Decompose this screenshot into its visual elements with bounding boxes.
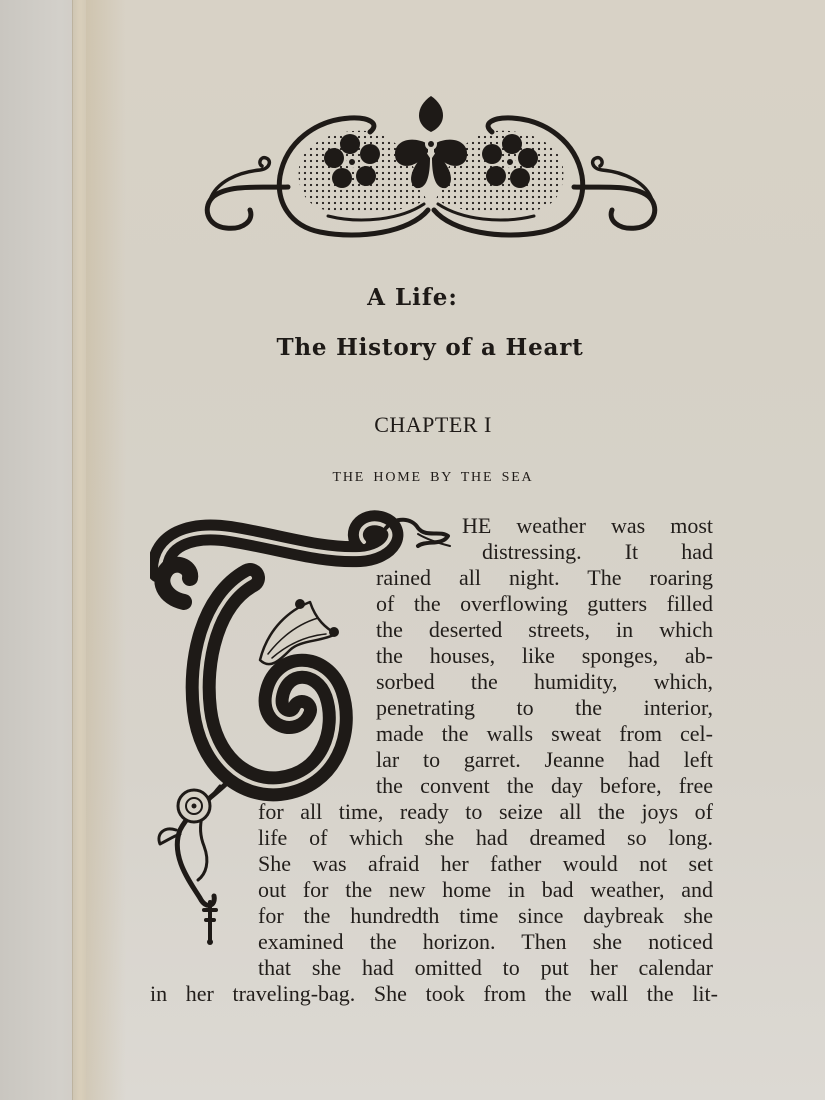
book-title-line-1: A Life: [367,284,458,311]
body-line-14: She was afraid her father would not set [258,851,713,876]
body-line-11: the convent the day before, free [376,773,713,798]
body-line-8: penetrating to the interior, [376,695,713,720]
body-line-15: out for the new home in bad weather, and [258,877,713,902]
book-title-line-2: The History of a Heart [276,334,584,361]
body-line-17: examined the horizon. Then she noticed [258,929,713,954]
body-line-12: for all time, ready to seize all the joys of [258,799,713,824]
body-line-2: distressing. It had [482,539,713,564]
body-line-9: made the walls sweat from cel- [376,721,713,746]
body-line-6: the houses, like sponges, ab- [376,643,713,668]
body-line-3: rained all night. The roaring [376,565,713,590]
body-line-19: in her traveling-bag. She took from the wall the lit- [150,981,718,1006]
body-line-4: of the overflowing gutters filled [376,591,713,616]
floral-headpiece-ornament-icon [200,92,662,242]
body-line-7: sorbed the humidity, which, [376,669,713,694]
body-line-18: that she had omitted to put her calendar [258,955,713,980]
body-line-16: for the hundredth time since daybreak she [258,903,713,928]
body-line-10: lar to garret. Jeanne had left [376,747,713,772]
body-line-1: HE weather was most [462,513,713,538]
body-line-13: life of which she had dreamed so long. [258,825,713,850]
chapter-heading: CHAPTER I [374,412,492,437]
book-page-edge [72,0,87,1100]
chapter-subtitle: THE HOME BY THE SEA [332,470,534,485]
body-line-5: the deserted streets, in which [376,617,713,642]
